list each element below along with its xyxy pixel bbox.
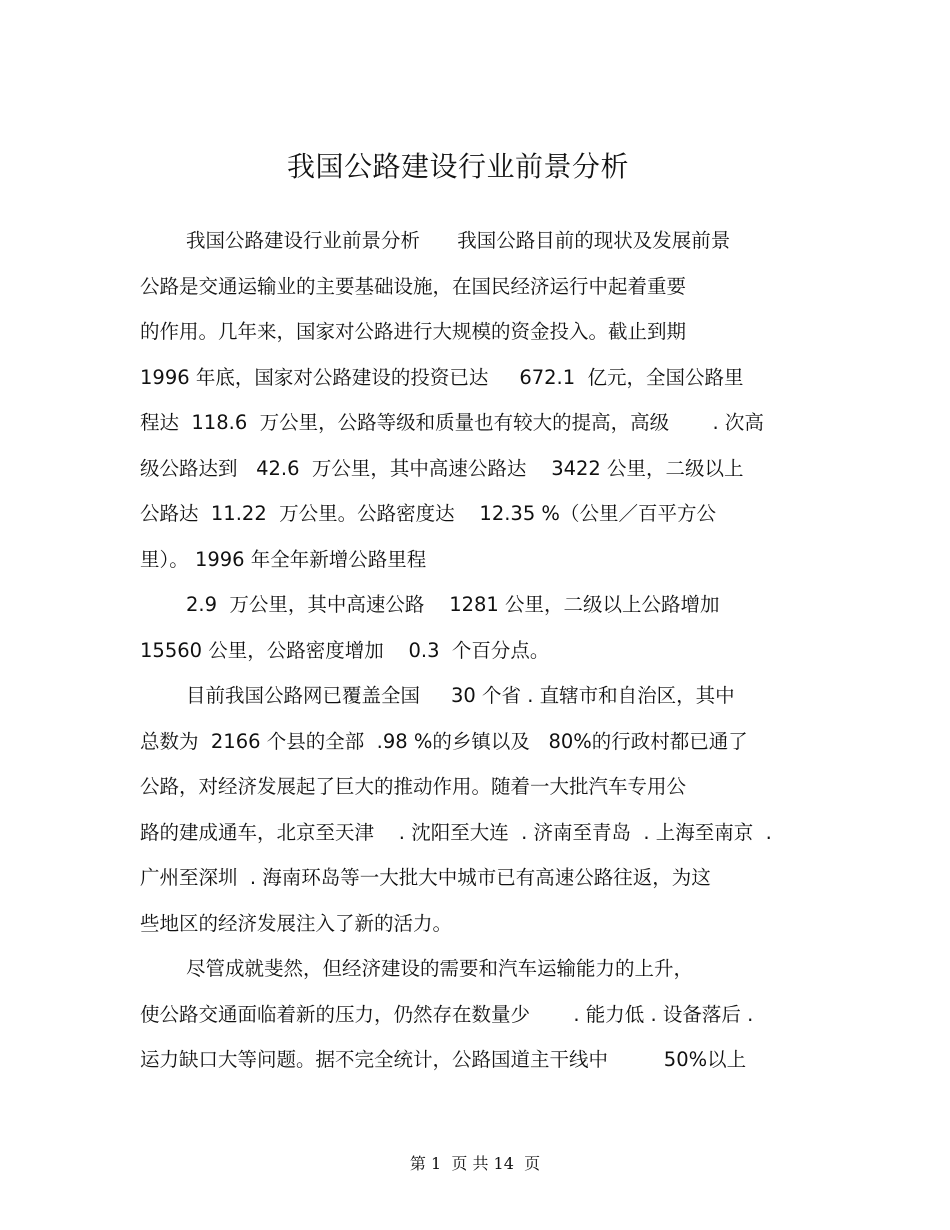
- document-body: [140, 225, 820, 1090]
- body-line-19: 运力缺口大等问题。据不完全统计，公路国道主干线中 50%以上: [140, 1048, 747, 1071]
- body-line-2: 公路是交通运输业的主要基础设施，在国民经济运行中起着重要: [140, 274, 687, 298]
- page-number-footer: 第 1 页 共 14 页: [409, 1154, 541, 1173]
- body-line-10: 15560 公里，公路密度增加 0.3 个百分点。: [140, 638, 550, 662]
- document-title: 我国公路建设行业前景分析: [286, 149, 629, 183]
- body-line-17: 尽管成就斐然，但经济建设的需要和汽车运输能力的上升，: [186, 957, 694, 980]
- body-line-9: 2.9 万公里，其中高速公路 1281 公里，二级以上公路增加: [186, 593, 720, 616]
- body-line-16: 些地区的经济发展注入了新的活力。: [140, 911, 453, 935]
- body-line-6: 级公路达到 42.6 万公里，其中高速公路达 3422 公里，二级以上: [140, 456, 744, 480]
- body-line-18: 使公路交通面临着新的压力，仍然存在数量少 . 能力低 . 设备落后 .: [140, 1002, 754, 1026]
- body-line-4: 1996 年底，国家对公路建设的投资已达 672.1 亿元，全国公路里: [140, 365, 744, 389]
- body-line-5: 程达 118.6 万公里，公路等级和质量也有较大的提高，高级 . 次高: [140, 411, 764, 434]
- body-line-13: 公路，对经济发展起了巨大的推动作用。随着一大批汽车专用公: [140, 775, 687, 798]
- body-line-3: 的作用。几年来，国家对公路进行大规模的资金投入。截止到期: [140, 320, 687, 343]
- body-line-8: 里）。 1996 年全年新增公路里程: [140, 547, 427, 571]
- body-line-15: 广州至深圳 . 海南环岛等一大批大中城市已有高速公路往返，为这: [140, 866, 711, 889]
- body-line-14: 路的建成通车，北京至天津 . 沈阳至大连 . 济南至青岛 . 上海至南京 .: [140, 820, 772, 844]
- body-line-7: 公路达 11.22 万公里。公路密度达 12.35 %（公里／百平方公: [140, 502, 716, 525]
- body-line-1: 我国公路建设行业前景分析 我国公路目前的现状及发展前景: [186, 229, 731, 252]
- body-line-11: 目前我国公路网已覆盖全国 30 个省 . 直辖市和自治区，其中: [186, 684, 735, 707]
- body-line-12: 总数为 2166 个县的全部 .98 %的乡镇以及 80%的行政村都已通了: [140, 729, 748, 753]
